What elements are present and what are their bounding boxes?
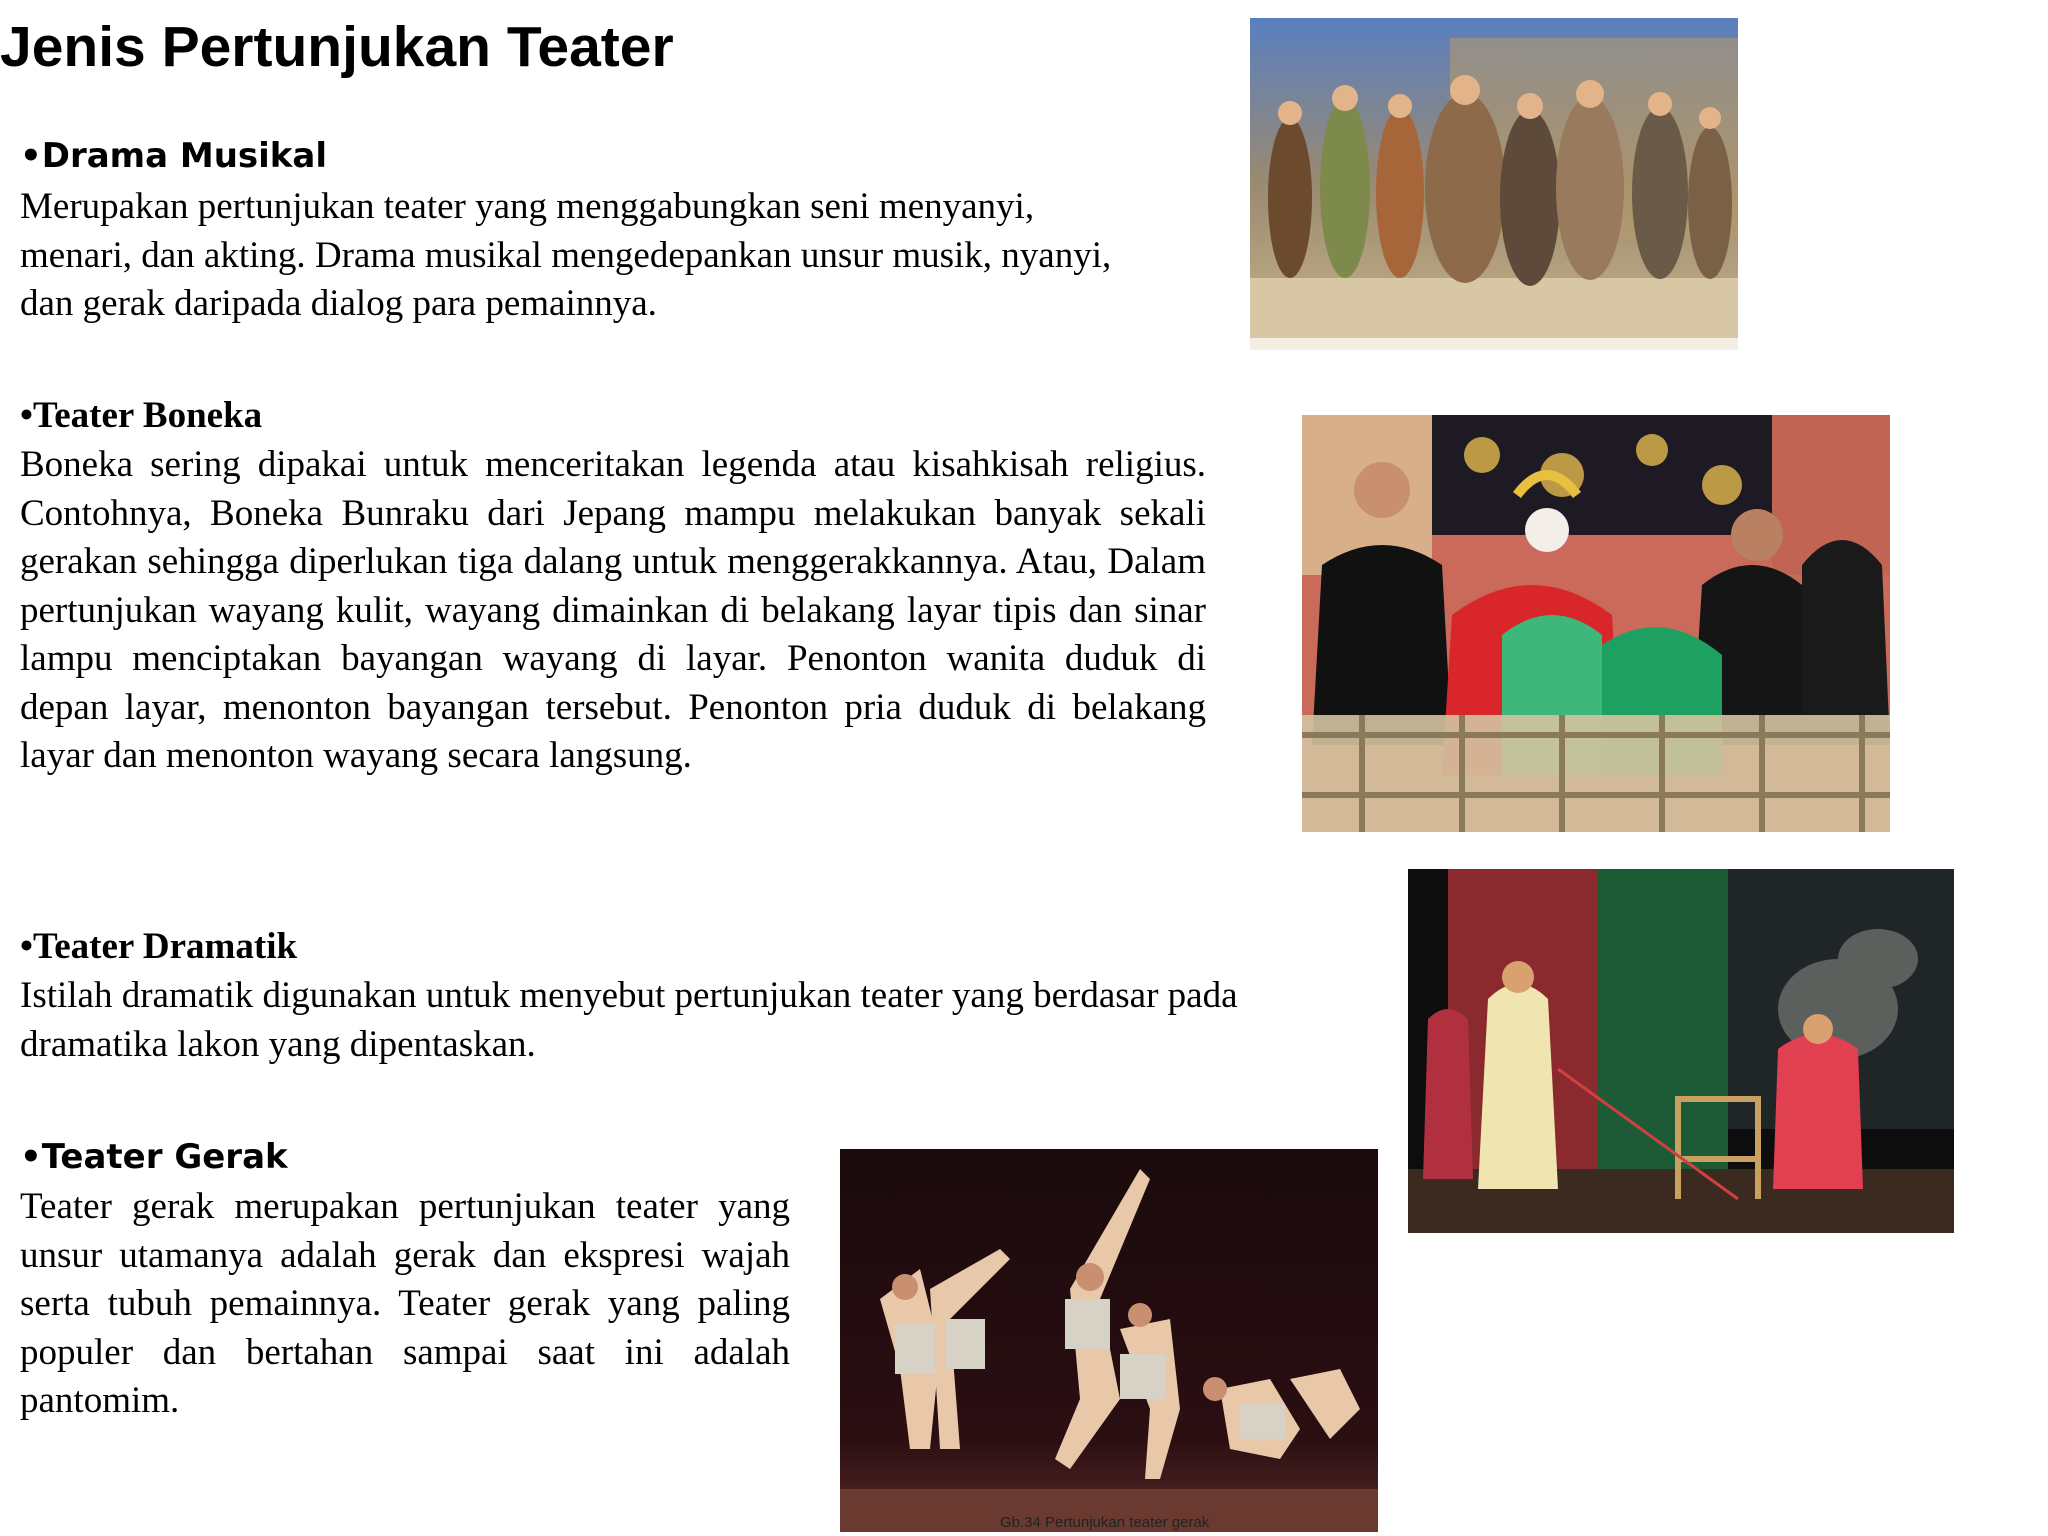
body-teater-gerak: Teater gerak merupakan pertunjukan teater yang unsur utamanya adalah gerak dan ekspresi wajah serta tubuh pemainnya. Teater gerak yang paling populer dan bertahan sampai saat ini adalah pantomim. (20, 1186, 790, 1421)
slide-title: Jenis Pertunjukan Teater (0, 15, 674, 79)
body-teater-dramatik: Istilah dramatik digunakan untuk menyebut pertunjukan teater yang berdasar pada dramatika lakon yang dipentaskan. (20, 975, 1238, 1065)
body-teater-boneka: Boneka sering dipakai untuk menceritakan legenda atau kisahkisah religius. Contohnya, Boneka Bunraku dari Jepang mampu melakukan banyak sekali gerakan sehingga diperlukan tiga dalang untuk menggerakkannya. Atau, Dalam pertunjukan wayang kulit, wayang dimainkan di belakang layar tipis dan sinar lampu menciptakan bayangan wayang di layar. Penonton wanita duduk di depan layar, menonton bayangan tersebut. Penonton pria duduk di belakang layar dan menonton wayang secara langsung. (20, 444, 1206, 776)
heading-teater-gerak: •Teater Gerak (20, 1137, 288, 1177)
photo-teater-boneka (1302, 415, 1890, 832)
heading-teater-dramatik: •Teater Dramatik (20, 926, 298, 967)
photo-teater-dramatik (1408, 869, 1954, 1233)
photo-drama-musikal (1250, 18, 1738, 350)
heading-teater-boneka: •Teater Boneka (20, 395, 263, 436)
body-drama-musikal: Merupakan pertunjukan teater yang menggabungkan seni menyanyi, menari, dan akting. Drama musikal mengedepankan unsur musik, nyanyi, dan gerak daripada dialog para pemainnya. (20, 186, 1112, 324)
photo-teater-gerak (840, 1149, 1378, 1532)
caption-teater-gerak: Gb.34 Pertunjukan teater gerak (1000, 1514, 1210, 1531)
heading-drama-musikal: •Drama Musikal (20, 136, 328, 176)
